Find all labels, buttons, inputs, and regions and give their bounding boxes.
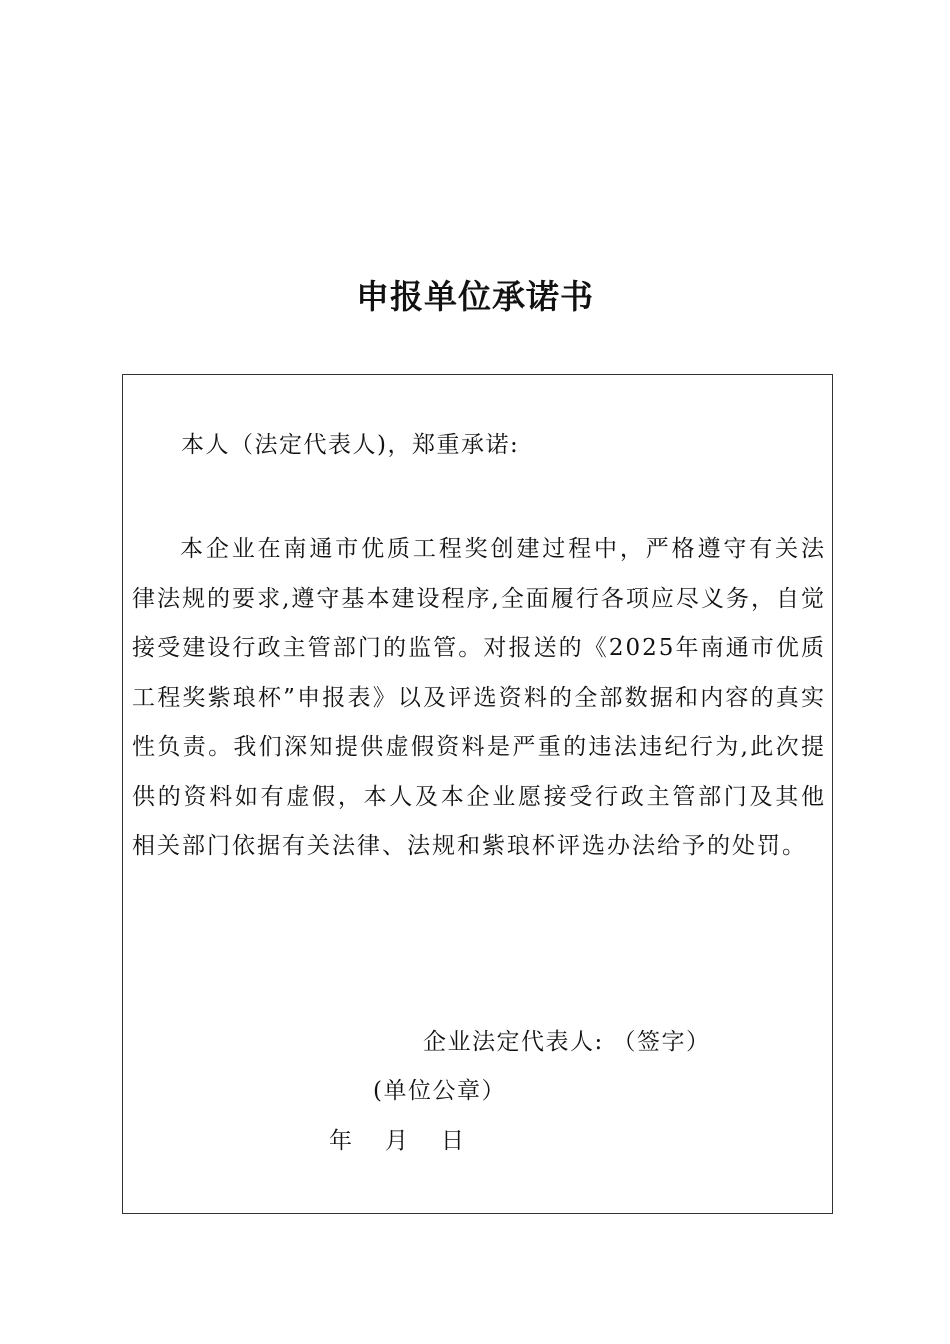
date-month-label: 月 <box>385 1128 408 1154</box>
company-seal-line: (单位公章） <box>373 1078 506 1104</box>
date-day-label: 日 <box>441 1128 464 1154</box>
page-title: 申报单位承诺书 <box>356 277 594 316</box>
date-year-label: 年 <box>329 1128 352 1154</box>
commitment-box <box>122 374 833 1214</box>
representative-signature-line: 企业法定代表人: （签字） <box>423 1029 711 1055</box>
date-line <box>329 1126 464 1156</box>
commitment-paragraph: 本企业在南通市优质工程奖创建过程中，严格遵守有关法律法规的要求,遵守基本建设程序,全面履行各项应尽义务，自觉接受建设行政主管部门的监管。对报送的《2025年南通市优质工程奖紫琅杯”申报表》以及评选资料的全部数据和内容的真实性负责。我们深知提供虚假资料是严重的违法违纪行为,此次提供的资料如有虚假，本人及本企业愿接受行政主管部门及其他相关部门依据有关法律、法规和紫琅杯评选办法给予的处罚。 <box>132 536 826 859</box>
intro-line: 本人（法定代表人)，郑重承诺: <box>181 432 520 458</box>
